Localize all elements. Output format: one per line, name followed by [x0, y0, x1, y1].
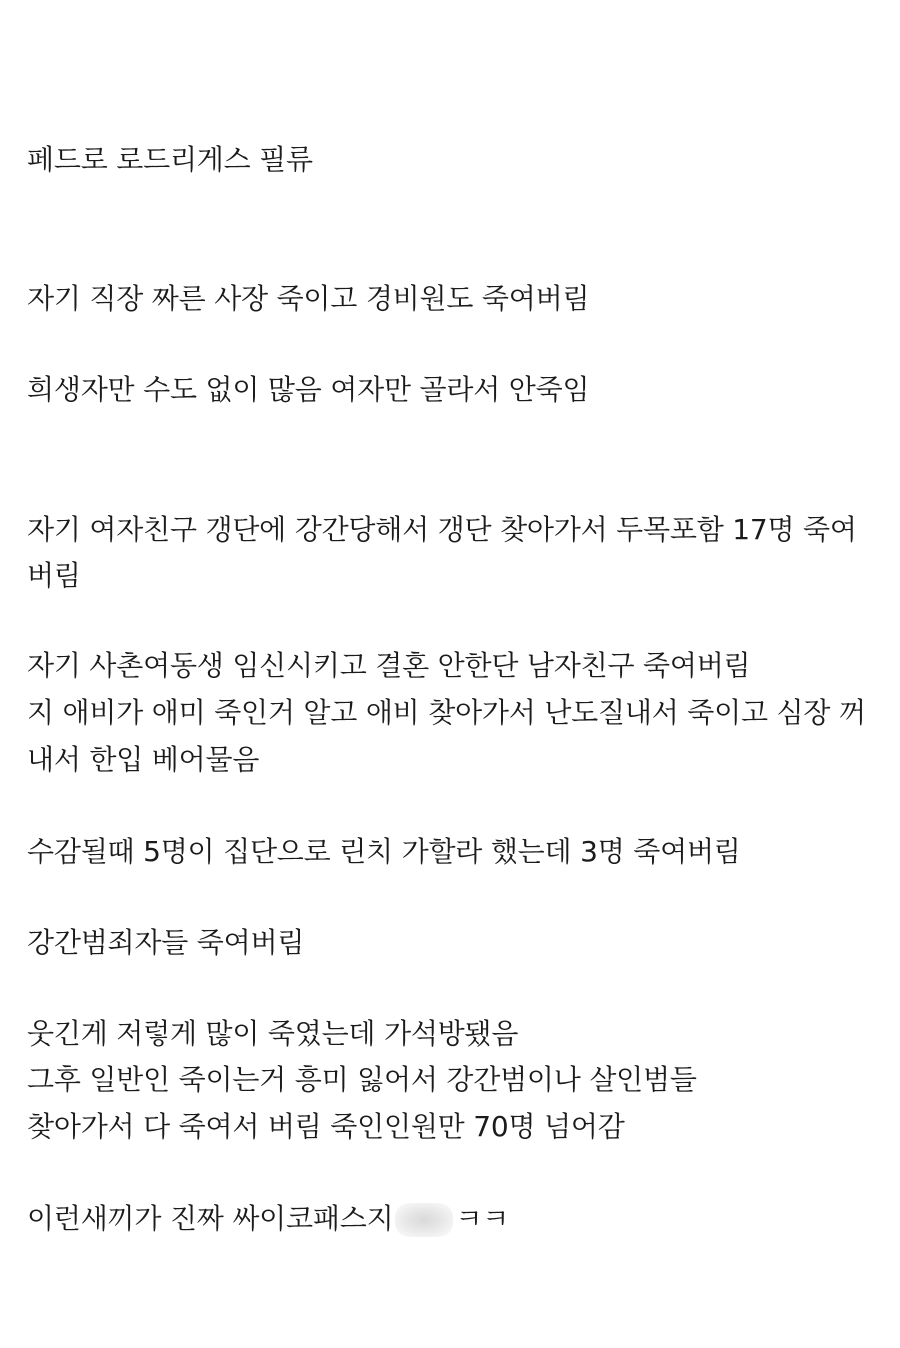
post-title: 페드로 로드리게스 필류 — [27, 143, 313, 176]
laugh-text: ㅋㅋ — [455, 1202, 510, 1235]
text-line: 수감될때 5명이 집단으로 린치 가할라 했는데 3명 죽여버림 — [27, 835, 741, 868]
blurred-text-mosaic — [395, 1203, 453, 1237]
text-line: 내서 한입 베어물음 — [27, 743, 260, 776]
text-line: 그후 일반인 죽이는거 흥미 잃어서 강간범이나 살인범들 — [27, 1063, 697, 1096]
text-line: 버림 — [27, 559, 81, 592]
text-line: 강간범죄자들 죽여버림 — [27, 926, 305, 959]
text-line: 희생자만 수도 없이 많음 여자만 골라서 안죽임 — [27, 373, 590, 406]
text-line: 자기 직장 짜른 사장 죽이고 경비원도 죽여버림 — [27, 282, 590, 315]
text-line: 찾아가서 다 죽여서 버림 죽인인원만 70명 넘어감 — [27, 1110, 625, 1143]
text-line: 지 애비가 애미 죽인거 알고 애비 찾아가서 난도질내서 죽이고 심장 꺼 — [27, 696, 866, 729]
last-line-text: 이런새끼가 진짜 싸이코패스지 — [27, 1202, 394, 1235]
text-line: 자기 사촌여동생 임신시키고 결혼 안한단 남자친구 죽여버림 — [27, 649, 751, 682]
text-line: 자기 여자친구 갱단에 강간당해서 갱단 찾아가서 두목포함 17명 죽여 — [27, 513, 857, 546]
text-line: 웃긴게 저렇게 많이 죽였는데 가석방됐음 — [27, 1017, 519, 1050]
last-line — [27, 1196, 880, 1242]
